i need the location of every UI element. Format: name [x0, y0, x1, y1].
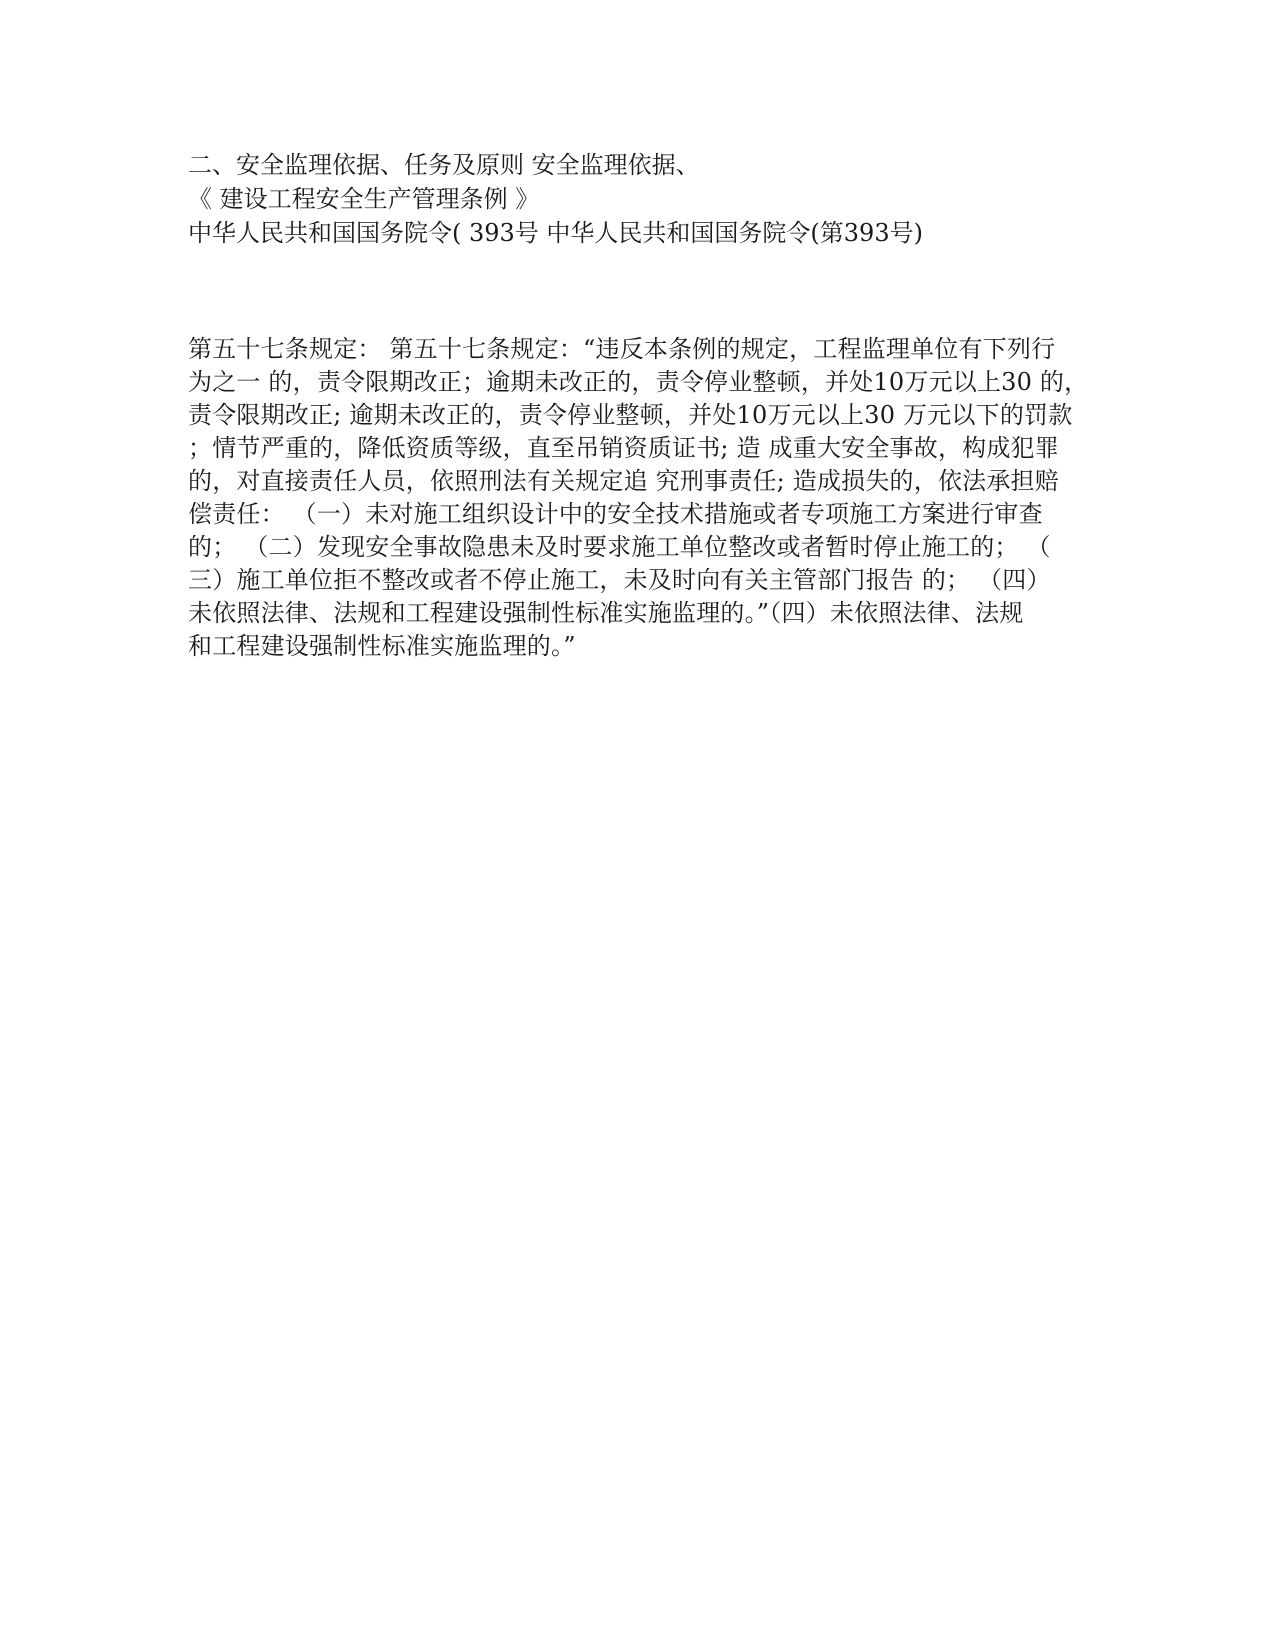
article-line: 的，对直接责任人员，依照刑法有关规定追 究刑事责任; 造成损失的，依法承担赔 [188, 467, 1059, 495]
article-line: 第五十七条规定： 第五十七条规定：“违反本条例的规定，工程监理单位有下列行 [188, 335, 1056, 363]
article-57-text [188, 333, 1089, 663]
article-line: 的； （二）发现安全事故隐患未及时要求施工单位整改或者暂时停止施工的； （ [188, 533, 1051, 561]
section-heading-block [188, 148, 1088, 250]
article-line: 为之一 的，责令限期改正；逾期未改正的，责令停业整顿，并处10万元以上30 的， [188, 368, 1089, 396]
decree-reference: 中华人民共和国国务院令( 393号 中华人民共和国国务院令(第393号) [188, 219, 923, 247]
article-line: 责令限期改正; 逾期未改正的，责令停业整顿，并处10万元以上30 万元以下的罚款 [188, 401, 1073, 429]
article-line: ；情节严重的，降低资质等级，直至吊销资质证书; 造 成重大安全事故，构成犯罪 [188, 434, 1059, 462]
section-heading: 二、安全监理依据、任务及原则 安全监理依据、 [188, 151, 700, 179]
article-line: 和工程建设强制性标准实施监理的。” [188, 632, 576, 660]
article-line: 偿责任： （一）未对施工组织设计中的安全技术措施或者专项施工方案进行审查 [188, 500, 1043, 528]
article-line: 三）施工单位拒不整改或者不停止施工，未及时向有关主管部门报告 的； （四） [188, 566, 1051, 594]
article-line: 未依照法律、法规和工程建设强制性标准实施监理的。”（四）未依照法律、法规 [188, 599, 1024, 627]
regulation-title: 《 建设工程安全生产管理条例 》 [188, 185, 540, 213]
